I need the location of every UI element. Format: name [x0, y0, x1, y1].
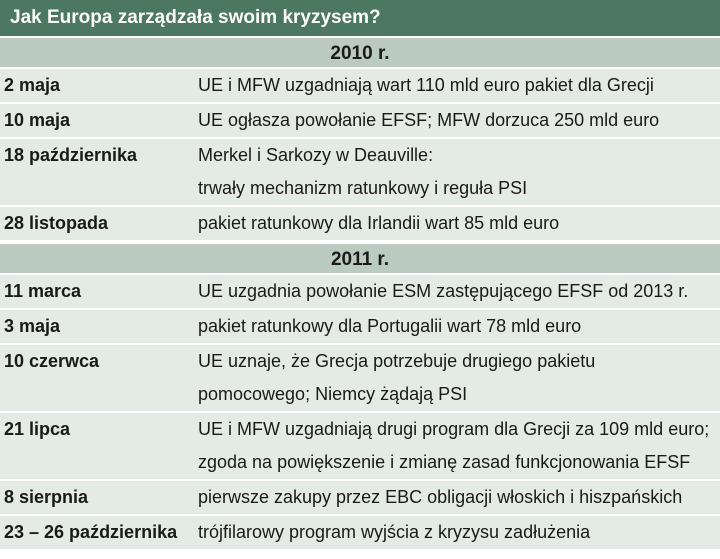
event-line: pierwsze zakupy przez EBC obligacji włoskich i hiszpańskich — [198, 487, 683, 507]
event-date: 18 października — [4, 145, 138, 165]
event-description — [196, 413, 720, 479]
event-description — [196, 481, 720, 514]
event-date: 23 – 26 października — [4, 522, 178, 542]
event-date: 10 maja — [4, 110, 71, 130]
year-header: 2010 r. — [0, 36, 720, 69]
event-line: UE ogłasza powołanie EFSF; MFW dorzuca 250 mld euro — [198, 110, 660, 130]
event-line: zgoda na powiększenie i zmianę zasad funkcjonowania EFSF — [198, 452, 691, 472]
event-description — [196, 310, 720, 343]
event-line: pomocowego; Niemcy żądają PSI — [198, 384, 468, 404]
event-date: 28 listopada — [4, 213, 109, 233]
event-line: UE uzgadnia powołanie ESM zastępującego EFSF od 2013 r. — [198, 281, 689, 301]
event-date: 21 lipca — [4, 419, 71, 439]
event-line: pakiet ratunkowy dla Irlandii wart 85 mld euro — [198, 213, 560, 233]
event-description — [196, 207, 720, 240]
event-description — [196, 275, 720, 308]
event-date: 8 sierpnia — [4, 487, 89, 507]
event-line: UE i MFW uzgadniają drugi program dla Grecji za 109 mld euro; — [198, 419, 710, 439]
table-row — [0, 345, 720, 413]
table-row — [0, 104, 720, 139]
event-date: 3 maja — [4, 316, 61, 336]
event-line: UE uznaje, że Grecja potrzebuje drugiego pakietu — [198, 351, 596, 371]
event-line: trójfilarowy program wyjścia z kryzysu zadłużenia — [198, 522, 591, 542]
table-row — [0, 207, 720, 242]
event-line: pakiet ratunkowy dla Portugalii wart 78 mld euro — [198, 316, 582, 336]
event-description — [196, 104, 720, 137]
event-date: 11 marca — [4, 281, 82, 301]
year-header: 2011 r. — [0, 242, 720, 275]
section-2010 — [0, 36, 720, 242]
table-row — [0, 69, 720, 104]
event-description — [196, 139, 720, 205]
event-description — [196, 516, 720, 549]
event-line: Merkel i Sarkozy w Deauville: — [198, 145, 434, 165]
event-description — [196, 345, 720, 411]
table-row — [0, 275, 720, 310]
event-description — [196, 69, 720, 102]
table-row — [0, 139, 720, 207]
table-row — [0, 413, 720, 481]
section-2011 — [0, 242, 720, 551]
event-date: 10 czerwca — [4, 351, 100, 371]
table-title: Jak Europa zarządzała swoim kryzysem? — [0, 0, 720, 36]
event-line: UE i MFW uzgadniają wart 110 mld euro pakiet dla Grecji — [198, 75, 654, 95]
table-row — [0, 310, 720, 345]
table-row — [0, 516, 720, 551]
event-date: 2 maja — [4, 75, 61, 95]
table-row — [0, 481, 720, 516]
event-line: trwały mechanizm ratunkowy i reguła PSI — [198, 178, 528, 198]
